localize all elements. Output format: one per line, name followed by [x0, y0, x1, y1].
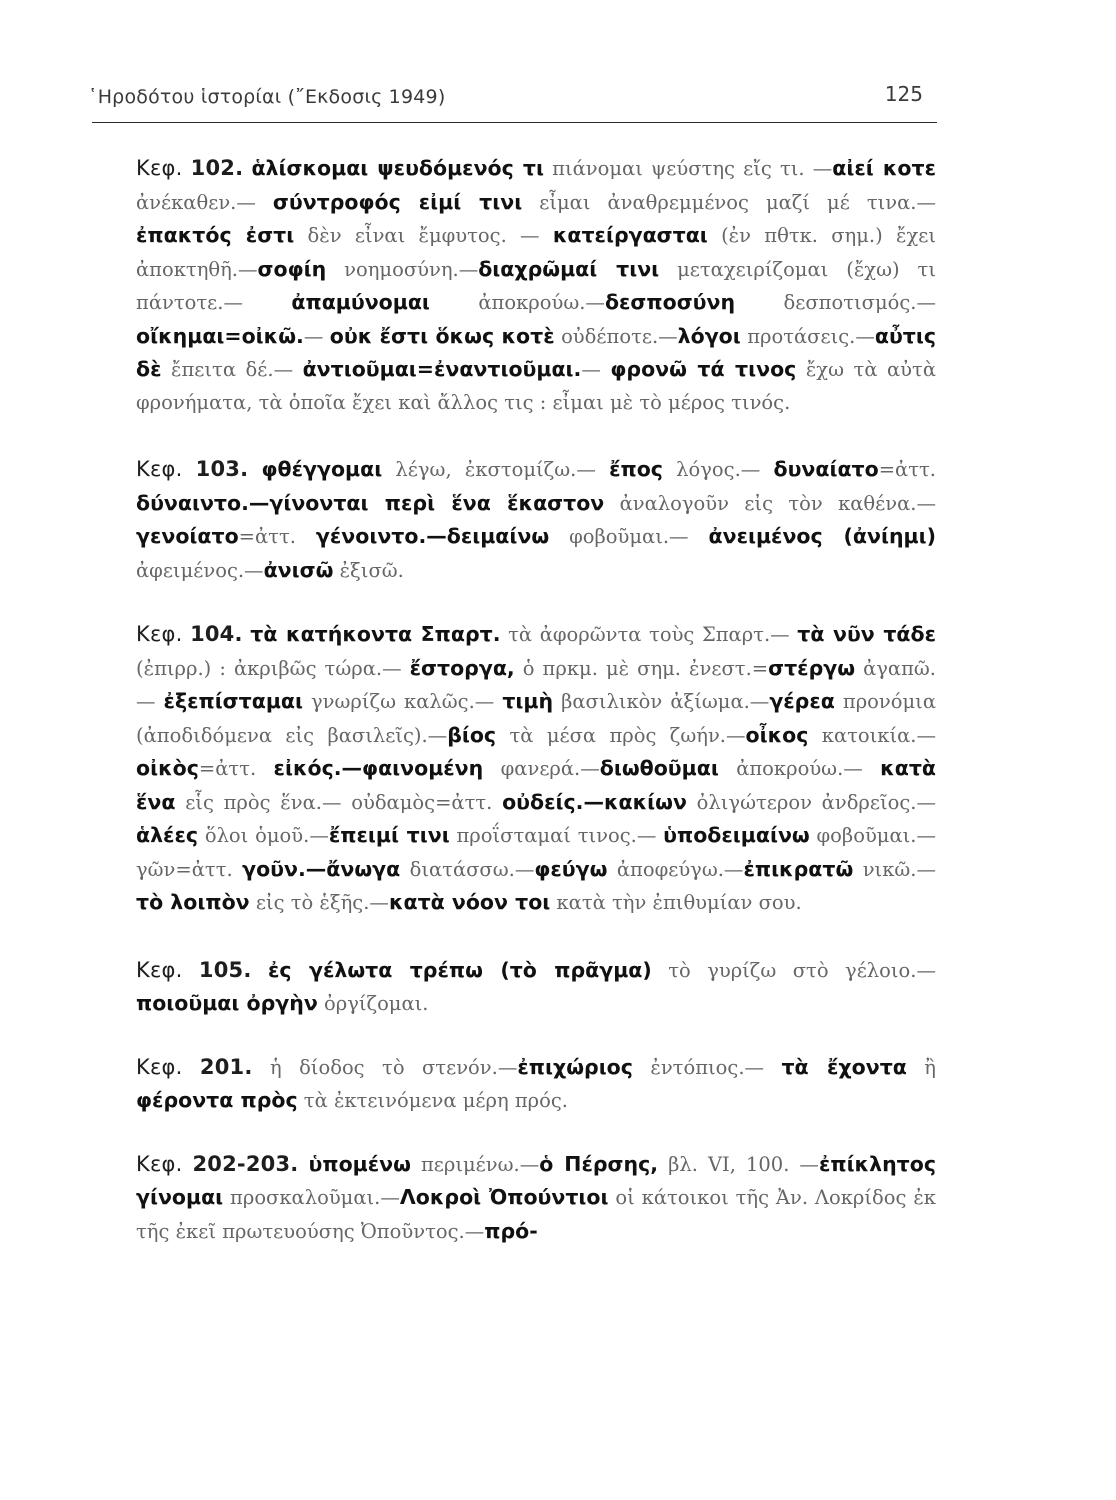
gloss: ἀνέκαθεν.— — [136, 190, 273, 214]
gloss: δὲν εἶναι ἔμφυτος. — — [294, 224, 553, 247]
headword: ἐπιχώριος — [517, 1054, 633, 1079]
chapter-103-notes — [136, 453, 936, 587]
headword: ἀπαμύνομαι — [291, 290, 430, 314]
gloss: πιάνομαι ψεύστης εἴς τι. — — [543, 157, 833, 180]
headword: γένοιντο.—δειμαίνω — [315, 524, 550, 548]
gloss: νικῶ.— — [853, 857, 936, 881]
gloss: — — [581, 358, 611, 381]
gloss: φοβοῦμαι.— — [549, 525, 709, 548]
page-number: 125 — [884, 82, 923, 106]
gloss: ἔπειτα δέ.— — [161, 358, 303, 381]
headword: σύντροφός εἰμί τινι — [272, 189, 523, 214]
headword: τιμὴ — [502, 689, 554, 713]
gloss-text — [136, 1056, 936, 1113]
headword: κατείργασται — [552, 223, 708, 247]
gloss: ἡ δίοδος τὸ στενόν.— — [269, 1055, 518, 1079]
gloss: γνωρίζω καλῶς.— — [302, 690, 503, 713]
headword: πρό- — [484, 1218, 538, 1243]
gloss: ἀφειμένος.— — [136, 558, 264, 582]
gloss: τὰ ἀφορῶντα τοὺς Σπαρτ.— — [500, 623, 798, 646]
gloss: ἐντόπιος.— — [632, 1055, 782, 1079]
chapter-number: 102. — [190, 156, 244, 180]
gloss: =ἀττ. — [238, 525, 316, 548]
gloss: εἷς πρὸς ἕνα.— οὐδαμὸς=ἀττ. — [175, 790, 503, 814]
chapter-label: Κεφ. — [136, 156, 183, 180]
gloss: τὰ μέσα πρὸς ζωήν.— — [496, 723, 746, 747]
gloss-text — [136, 157, 936, 414]
headword: ἔστοργα, — [409, 655, 515, 680]
headword: ἐπακτός ἐστι — [136, 223, 295, 247]
gloss: οὐδέποτε.— — [554, 324, 678, 348]
headword: λόγοι — [677, 323, 741, 348]
headword: δύναιντο.—γίνονται περὶ ἕνα ἕκαστον — [136, 490, 605, 515]
headword: οἴκημαι=οἰκῶ. — [136, 323, 304, 348]
headword: στέργω — [768, 655, 856, 680]
gloss: =ἀττ. — [878, 458, 936, 481]
gloss: προνόμια (ἀποδιδόμενα εἰς βασιλεῖς).— — [136, 690, 936, 747]
headword: ἁλίσκομαι ψευδόμενός τι — [251, 156, 544, 180]
headword: οὐκ ἔστι ὅκως κοτὲ — [329, 323, 555, 348]
gloss: — — [303, 324, 330, 348]
headword: ἔπος — [609, 457, 663, 481]
gloss-text — [136, 458, 936, 582]
gloss: ὅλοι ὁμοῦ.— — [198, 824, 329, 847]
gloss: εἶμαι ἀναθρεμμένος μαζί μέ τινα.— — [522, 190, 936, 214]
headword: ἐς γέλωτα τρέπω (τὸ πρᾶγμα) — [268, 957, 652, 982]
headword: φεύγω — [534, 856, 608, 881]
chapter-number: 201. — [199, 1054, 253, 1079]
gloss: βλ. VI, 100. — — [658, 1152, 819, 1176]
headword: ἀνισῶ — [263, 557, 334, 582]
chapter-label: Κεφ. — [136, 1151, 183, 1176]
headword: ὑποδειμαίνω — [663, 823, 810, 847]
gloss: κατὰ τὴν ἐπιθυμίαν σου. — [550, 891, 802, 914]
headword: γέρεα — [769, 689, 835, 713]
chapter-label: Κεφ. — [136, 957, 183, 982]
gloss: ἀποκρούω.— — [718, 757, 881, 780]
chapter-label: Κεφ. — [136, 622, 183, 646]
book-page — [88, 72, 937, 1482]
headword: κατὰ νόον τοι — [388, 890, 551, 914]
chapter-102-notes — [136, 152, 936, 419]
page-header — [88, 72, 937, 123]
gloss: φοβοῦμαι.— γῶν=ἀττ. — [136, 824, 936, 881]
gloss: ἀποφεύγω.— — [607, 857, 744, 881]
gloss: (ἐν πθτκ. σημ.) ἔχει ἀποκτηθῆ.— — [136, 224, 937, 281]
gloss: (ἐπιρρ.) : ἀκριβῶς τώρα.— — [136, 656, 410, 680]
headword: δεσποσύνη — [604, 290, 736, 314]
gloss: προτάσεις.— — [740, 324, 875, 348]
gloss: δεσποτισμός.— — [735, 291, 937, 314]
gloss: οἱ κάτοικοι τῆς Ἀν. Λοκρίδος ἐκ τῆς ἐκεῖ πρωτευούσης Ὀποῦντος.— — [136, 1186, 936, 1243]
headword: σοφίη — [257, 256, 327, 281]
headword: κατὰ ἕνα — [136, 756, 936, 814]
chapter-201-notes — [136, 1051, 936, 1118]
gloss: ὀλιγώτερον ἀνδρεῖος.— — [686, 790, 937, 814]
gloss: λόγος.— — [662, 458, 774, 481]
headword: Λοκροὶ Ὀπούντιοι — [399, 1185, 609, 1209]
headword: γενοίατο — [136, 524, 239, 548]
headword: φθέγγομαι — [261, 457, 383, 481]
headword: ἐπικρατῶ — [743, 856, 854, 881]
headword: διωθοῦμαι — [599, 756, 719, 780]
headword: ἐπίκλητος γίνομαι — [136, 1151, 937, 1209]
gloss: ἀποκρούω.— — [429, 291, 605, 314]
gloss-text — [136, 959, 936, 1016]
headword: οἶκος — [745, 722, 809, 747]
headword: διαχρῶμαί τινι — [478, 256, 660, 281]
gloss: προσκαλοῦμαι.— — [223, 1186, 400, 1209]
gloss: κατοικία.— — [808, 723, 937, 747]
gloss: ἔχω τὰ αὐτὰ φρονήματα, τὰ ὁποῖα ἔχει καὶ ἄλλος τις : εἶμαι μὲ τὸ μέρος τινός. — [136, 358, 936, 414]
gloss: ὁ πρκμ. μὲ σημ. ἐνεστ.= — [514, 656, 769, 680]
headword: τὰ νῦν τάδε — [797, 622, 936, 646]
gloss: λέγω, ἐκστομίζω.— — [382, 458, 610, 481]
headword: δυναίατο — [773, 457, 879, 481]
chapter-number: 105. — [198, 957, 252, 982]
gloss: εἰς τὸ ἑξῆς.— — [249, 891, 389, 914]
headword: ἀντιοῦμαι=ἐναντιοῦμαι. — [302, 357, 582, 381]
headword: οὐδείς.—κακίων — [502, 789, 687, 814]
chapter-number: 104. — [190, 622, 243, 646]
gloss: ἀγαπῶ.— — [136, 656, 936, 713]
headword: ὑπομένω — [308, 1151, 411, 1176]
headword: τὰ ἔχοντα — [781, 1054, 907, 1079]
chapter-105-notes — [136, 954, 936, 1021]
gloss: διατάσσω.— — [400, 857, 535, 881]
running-title: ῾Ηροδότου ἱστορίαι (῎Εκδοσις 1949) — [88, 86, 446, 108]
gloss: ἀναλογοῦν εἰς τὸν καθένα.— — [604, 491, 936, 515]
gloss: ἢ — [906, 1055, 936, 1079]
headword: αἰεί κοτε — [832, 156, 937, 180]
headword: ποιοῦμαι ὀργὴν — [136, 991, 318, 1015]
headword: φέροντα πρὸς — [136, 1088, 298, 1112]
headword: γοῦν.—ἄνωγα — [242, 856, 401, 881]
chapter-202-203-notes — [136, 1148, 936, 1249]
headword: βίος — [447, 722, 497, 747]
headword: οἰκὸς — [136, 756, 199, 780]
chapter-104-notes — [136, 618, 936, 920]
headword: ἐξεπίσταμαι — [163, 689, 303, 713]
headword: τὸ λοιπὸν — [136, 890, 250, 914]
gloss: προΐσταμαί τινος.— — [449, 824, 664, 847]
gloss: βασιλικὸν ἀξίωμα.— — [553, 690, 770, 713]
gloss: μεταχειρίζομαι (ἔχω) τι πάντοτε.— — [136, 257, 936, 314]
gloss: τὰ ἐκτεινόμενα μέρη πρός. — [297, 1089, 569, 1112]
headword: εἰκός.—φαινομένη — [273, 756, 484, 780]
gloss: ἐξισῶ. — [333, 558, 404, 582]
headword: ὁ Πέρσης, — [539, 1151, 659, 1176]
gloss: φανερά.— — [483, 757, 600, 780]
headword: ἁλέες — [136, 823, 199, 847]
headword: ἀνειμένος (ἀνίημι) — [708, 524, 936, 548]
headword: αὖτις δὲ — [136, 323, 937, 381]
gloss: τὸ γυρίζω στὸ γέλοιο.— — [651, 958, 936, 982]
gloss: περιμένω.— — [410, 1152, 540, 1176]
chapter-number: 103. — [195, 457, 249, 481]
gloss: ὀργίζομαι. — [317, 992, 429, 1015]
headword: τὰ κατήκοντα Σπαρτ. — [250, 622, 501, 646]
headword: φρονῶ τά τινος — [610, 357, 797, 381]
chapter-number: 202-203. — [192, 1151, 299, 1176]
chapter-label: Κεφ. — [136, 1054, 183, 1079]
gloss-text — [136, 623, 936, 914]
gloss: νοημοσύνη.— — [326, 257, 479, 281]
chapter-label: Κεφ. — [136, 457, 183, 481]
gloss: =ἀττ. — [198, 757, 274, 780]
headword: ἔπειμί τινι — [328, 823, 450, 847]
